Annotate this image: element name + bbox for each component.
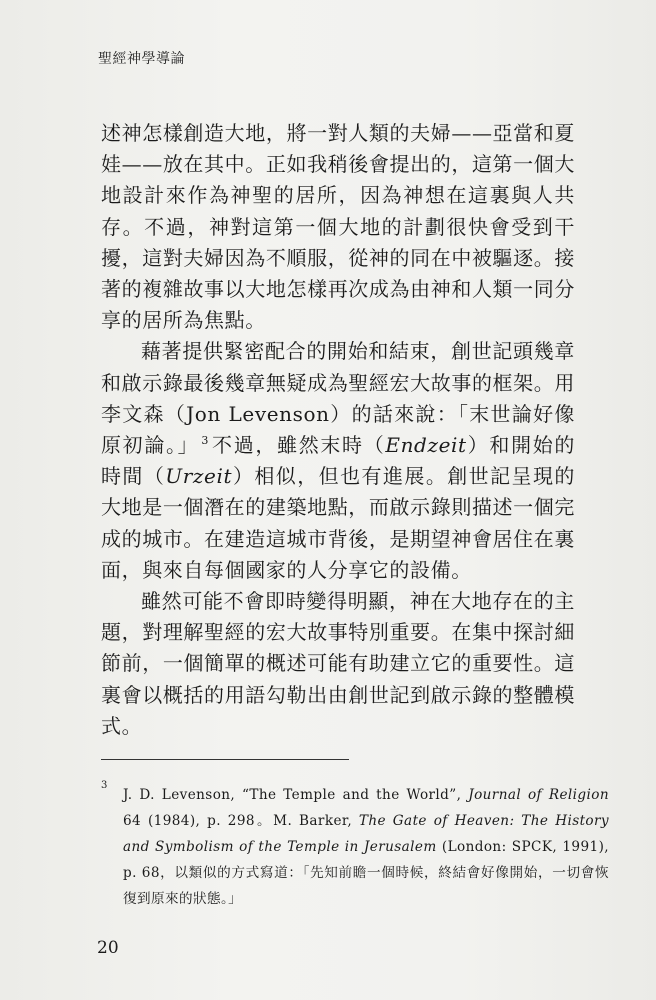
page-number: 20: [97, 938, 119, 958]
footnote-part-3: (London: SPCK, 1991), p. 68，以類似的方式寫道：「先知前瞻一個時候，終結會好像開始，一切會恢復到原來的狀態。」: [123, 839, 609, 907]
footnote-reference: 3: [201, 434, 209, 448]
paragraph-2: [101, 336, 575, 586]
footnote-text: [123, 782, 609, 912]
paragraph-2-part-b: 不過，雖然末時（: [210, 433, 386, 458]
footnote-part-1: J. D. Levenson, “The Temple and the World”,: [123, 787, 469, 803]
footnote-divider: [101, 759, 349, 760]
running-header: 聖經神學導論: [98, 51, 185, 67]
paragraph-1: 述神怎樣創造大地，將一對人類的夫婦——亞當和夏娃——放在其中。正如我稍後會提出的，這第一個大地設計來作為神聖的居所，因為神想在這裏與人共存。不過，神對這第一個大地的計劃很快會受到干擾，這對夫婦因為不順服，從神的同在中被驅逐。接著的複雜故事以大地怎樣再次成為由神和人類一同分享的居所為焦點。: [101, 121, 575, 333]
footnote-journal-title: Journal of Religion: [468, 787, 610, 803]
term-urzeit: Urzeit: [165, 464, 233, 489]
footnote-number: 3: [101, 780, 108, 791]
paragraph-2-part-d: ）相似，但也有進展。創世記呈現的大地是一個潛在的建築地點，而啟示錄則描述一個完成的城市。在建造這城市背後，是期望神會居住在裏面，與來自每個國家的人分享它的設備。: [101, 464, 575, 582]
paragraph-2-part-a: 藉著提供緊密配合的開始和結束，創世記頭幾章和啟示錄最後幾章無疑成為聖經宏大故事的框架。用李文森（Jon Levenson）的話來說：「末世論好像原初論。」: [101, 339, 575, 458]
body-text: [101, 118, 575, 742]
paragraph-3: 雖然可能不會即時變得明顯，神在大地存在的主題，對理解聖經的宏大故事特別重要。在集中探討細節前，一個簡單的概述可能有助建立它的重要性。這裏會以概括的用語勾勒出由創世記到啟示錄的整體模式。: [101, 589, 575, 738]
term-endzeit: Endzeit: [385, 433, 467, 458]
footnote-book-title: The Gate of Heaven: The History and Symbolism of the Temple in Jerusalem: [123, 813, 609, 855]
paragraph-2-part-c: ）和開始的時間（: [101, 433, 576, 489]
footnote-part-2: 64 (1984), p. 298。M. Barker,: [123, 813, 359, 829]
